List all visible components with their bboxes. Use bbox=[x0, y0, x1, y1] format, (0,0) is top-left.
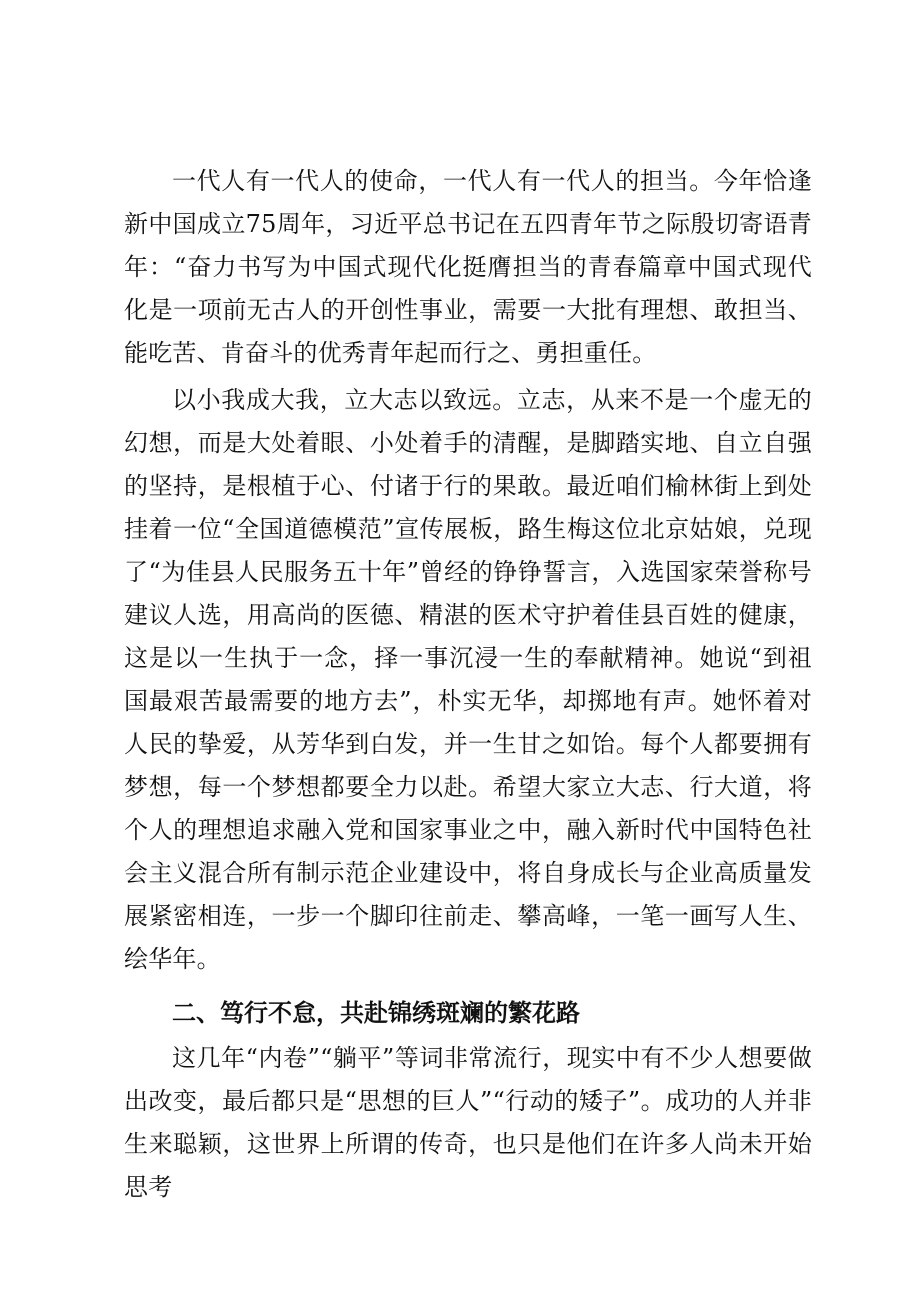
section-heading: 二、笃行不怠，共赴锦绣斑斓的繁花路 bbox=[172, 999, 580, 1027]
paragraph-action: 这几年“内卷”“躺平”等词非常流行，现实中有不少人想要做出改变，最后都只是“思想的巨人”“行动的矮子”。成功的人并非生来聪颖，这世界上所谓的传奇，也只是他们在许多人尚未开始思考 bbox=[124, 1044, 812, 1201]
document-body bbox=[124, 160, 812, 1209]
paragraph-ambition: 以小我成大我，立大志以致远。立志，从来不是一个虚无的幻想，而是大处着眼、小处着手的清醒，是脚踏实地、自立自强的坚持，是根植于心、付诸于行的果敢。最近咱们榆林街上到处挂着一位“全国道德模范”宣传展板，路生梅这位北京姑娘，兑现了“为佳县人民服务五十年”曾经的铮铮誓言，入选国家荣誉称号建议人选，用高尚的医德、精湛的医术守护着佳县百姓的健康，这是以一生执于一念，择一事沉浸一生的奉献精神。她说“到祖国最艰苦最需要的地方去”，朴实无华，却掷地有声。她怀着对人民的挚爱，从芳华到白发，并一生甘之如饴。每个人都要拥有梦想，每一个梦想都要全力以赴。希望大家立大志、行大道，将个人的理想追求融入党和国家事业之中，融入新时代中国特色社会主义混合所有制示范企业建设中，将自身成长与企业高质量发展紧密相连，一步一个脚印往前走、攀高峰，一笔一画写人生、绘华年。 bbox=[124, 386, 812, 973]
paragraph-mission: 一代人有一代人的使命，一代人有一代人的担当。今年恰逢新中国成立75周年，习近平总书记在五四青年节之际殷切寄语青年：“奋力书写为中国式现代化挺膺担当的青春篇章中国式现代化是一项前无古人的开创性事业，需要一大批有理想、敢担当、能吃苦、肯奋斗的优秀青年起而行之、勇担重任。 bbox=[124, 167, 812, 367]
